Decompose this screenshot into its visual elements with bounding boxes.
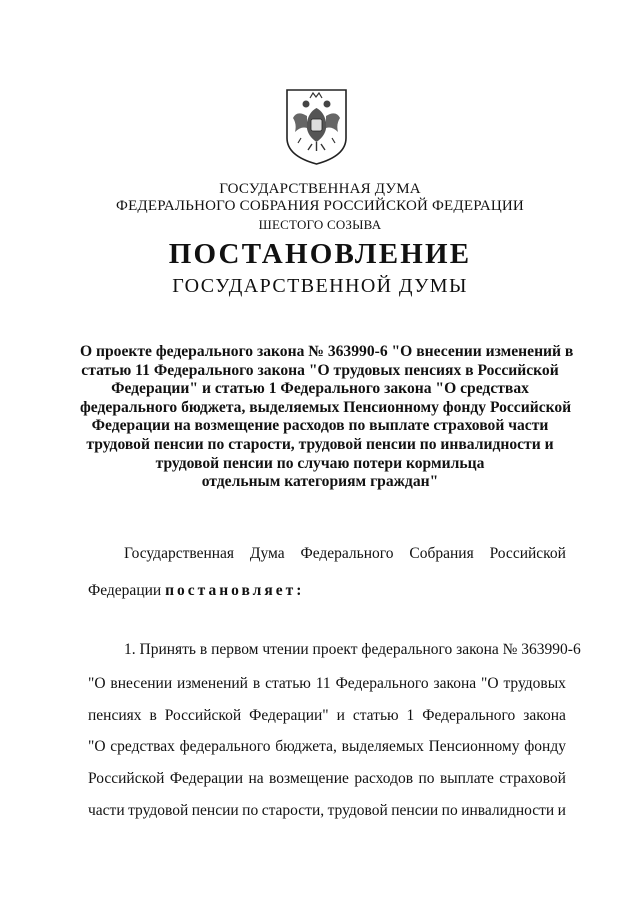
word: в <box>252 675 261 692</box>
heading-line: трудовой пенсии по случаю потери кормильца <box>155 454 485 472</box>
word: Российской <box>489 545 566 562</box>
word: закона <box>523 707 566 724</box>
russian-coat-of-arms-icon <box>279 86 354 166</box>
word: средствах <box>110 738 175 755</box>
org-name-line2: ФЕДЕРАЛЬНОГО СОБРАНИЯ РОССИЙСКОЙ ФЕДЕРАЦИИ <box>116 198 524 214</box>
word: бюджета, <box>275 738 337 755</box>
word: трудовых <box>503 675 566 692</box>
heading-line: федерального бюджета, выделяемых Пенсионному фонду Российской <box>80 398 572 416</box>
convocation: ШЕСТОГО СОЗЫВА <box>258 217 382 232</box>
heading-line: Федерации" и статью 1 Федерального закона "О средствах <box>111 380 529 398</box>
para1-line1: 1. Принять в первом чтении проект федерального закона № 363990-6 <box>124 641 581 658</box>
word: выделяемых <box>341 738 424 755</box>
word: и <box>557 802 566 819</box>
word: старости, <box>261 802 325 819</box>
document-title: ПОСТАНОВЛЕНИЕ <box>168 238 472 270</box>
word: возмещение <box>269 770 349 787</box>
heading-line: О проекте федерального закона № 363990-6 "О внесении изменений в <box>80 343 574 360</box>
para1-line2 <box>88 675 566 693</box>
word: Федерального <box>422 707 516 724</box>
word: Федерального <box>300 545 394 562</box>
word: Государственная <box>124 545 235 562</box>
word: трудовой <box>327 802 388 819</box>
para1-line6 <box>88 802 566 820</box>
word: федерального <box>179 738 271 755</box>
word: изменений <box>177 675 248 692</box>
word: статью <box>352 707 399 724</box>
para1-line5 <box>88 770 566 788</box>
word: части <box>88 802 125 819</box>
word: Пенсионному <box>428 738 520 755</box>
word: на <box>248 770 264 787</box>
word: Российской <box>88 770 165 787</box>
word: закона <box>433 675 477 692</box>
word: Собрания <box>409 545 474 562</box>
word: пенсии <box>191 802 239 819</box>
word: "О <box>88 675 106 692</box>
word: страховой <box>499 770 566 787</box>
word: Российской <box>164 707 242 724</box>
heading-line: статью 11 Федерального закона "О трудовых пенсиях в Российской <box>81 361 559 379</box>
word: статью <box>265 675 311 692</box>
document-subtitle: ГОСУДАРСТВЕННОЙ ДУМЫ <box>172 275 468 297</box>
heading-line: отдельным категориям граждан" <box>201 473 439 491</box>
word: инвалидности <box>461 802 555 819</box>
word: пенсиях <box>88 707 142 724</box>
intro-line2 <box>88 582 566 600</box>
word: по <box>418 770 435 787</box>
word: по <box>242 802 259 819</box>
word: Дума <box>249 545 285 562</box>
word: и <box>336 707 345 724</box>
para1-line4 <box>88 738 566 756</box>
word: выплате <box>439 770 494 787</box>
intro-prefix: Федерации <box>88 582 166 599</box>
coat-of-arms-emblem <box>279 86 354 166</box>
word: расходов <box>354 770 414 787</box>
heading-line: трудовой пенсии по старости, трудовой пенсии по инвалидности и <box>86 435 554 453</box>
document-heading <box>80 343 574 492</box>
word: "О <box>88 738 106 755</box>
word: внесении <box>110 675 173 692</box>
word: пенсии <box>391 802 439 819</box>
org-name-line1: ГОСУДАРСТВЕННАЯ ДУМА <box>219 181 421 197</box>
word: по <box>441 802 458 819</box>
word: фонду <box>524 738 566 755</box>
word: трудовой <box>128 802 189 819</box>
word: в <box>149 707 157 724</box>
intro-emphasis: постановляет: <box>165 582 305 599</box>
para1-line3 <box>88 707 566 725</box>
word: Федерации <box>169 770 244 787</box>
word: Федерации" <box>249 707 329 724</box>
word: 1 <box>406 707 415 724</box>
heading-line: Федерации на возмещение расходов по выплате страховой части <box>91 417 549 435</box>
word: Федерального <box>335 675 429 692</box>
intro-line1 <box>88 545 566 563</box>
word: "О <box>481 675 499 692</box>
word: 11 <box>315 675 331 692</box>
